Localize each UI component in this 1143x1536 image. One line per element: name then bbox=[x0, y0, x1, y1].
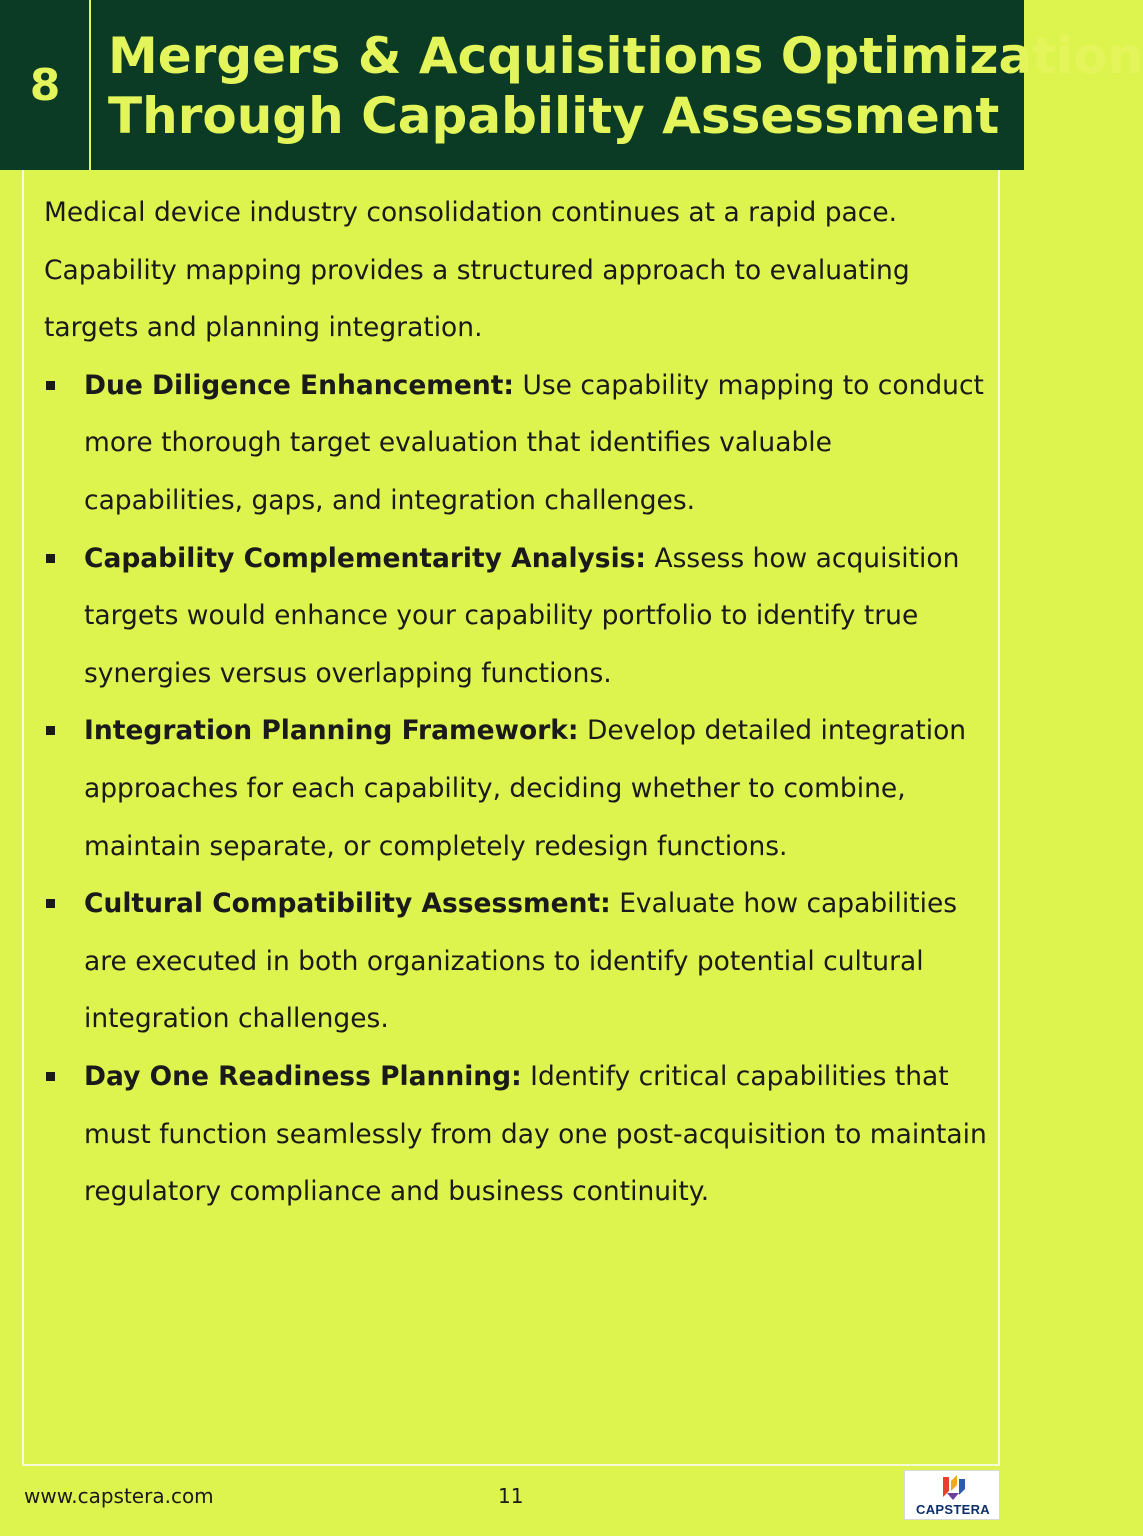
page-header bbox=[0, 0, 1143, 170]
list-item bbox=[44, 530, 994, 703]
capstera-logo-icon bbox=[939, 1473, 967, 1501]
intro-paragraph: Medical device industry consolidation continues at a rapid pace. Capability mapping provides a structured approach to evaluating targets and planning integration. bbox=[44, 197, 910, 344]
list-item bbox=[44, 1048, 994, 1221]
bullet-text: Identify critical capabilities that must function seamlessly from day one post-acquisition to maintain regulatory compliance and business continuity. bbox=[84, 1060, 987, 1208]
bullet-title: Integration Planning Framework: bbox=[84, 715, 579, 747]
bullet-title: Cultural Compatibility Assessment: bbox=[84, 888, 611, 920]
section-number: 8 bbox=[29, 59, 61, 111]
title-line-2: Through Capability Assessment bbox=[108, 87, 1000, 145]
page-number: 11 bbox=[498, 1484, 524, 1508]
bullet-text: Use capability mapping to conduct more thorough target evaluation that identifies valuable capabilities, gaps, and integration challenges. bbox=[84, 369, 984, 516]
list-item bbox=[44, 357, 994, 530]
capstera-logo bbox=[904, 1470, 1000, 1520]
header-divider bbox=[89, 0, 91, 170]
bullet-title: Capability Complementarity Analysis: bbox=[84, 542, 647, 574]
logo-wordmark: CAPSTERA bbox=[916, 1502, 990, 1517]
bullet-text: Evaluate how capabilities are executed in both organizations to identify potential cultural integration challenges. bbox=[84, 888, 958, 1035]
bullet-list bbox=[44, 357, 994, 1221]
bullet-title: Due Diligence Enhancement: bbox=[84, 369, 515, 401]
bullet-title: Day One Readiness Planning: bbox=[84, 1060, 522, 1092]
bullet-text: Assess how acquisition targets would enhance your capability portfolio to identify true synergies versus overlapping functions. bbox=[84, 542, 960, 689]
square-bullet-icon bbox=[46, 1072, 55, 1081]
content-body bbox=[44, 184, 994, 1221]
square-bullet-icon bbox=[46, 726, 55, 735]
website-link[interactable]: www.capstera.com bbox=[24, 1484, 214, 1508]
bullet-text: Develop detailed integration approaches for each capability, deciding whether to combine, maintain separate, or completely redesign functions. bbox=[84, 715, 967, 862]
title-line-1: Mergers & Acquisitions Optimization bbox=[108, 27, 1143, 85]
list-item bbox=[44, 702, 994, 875]
square-bullet-icon bbox=[46, 381, 55, 390]
page-title bbox=[108, 26, 1143, 146]
square-bullet-icon bbox=[46, 554, 55, 563]
list-item bbox=[44, 875, 994, 1048]
square-bullet-icon bbox=[46, 899, 55, 908]
